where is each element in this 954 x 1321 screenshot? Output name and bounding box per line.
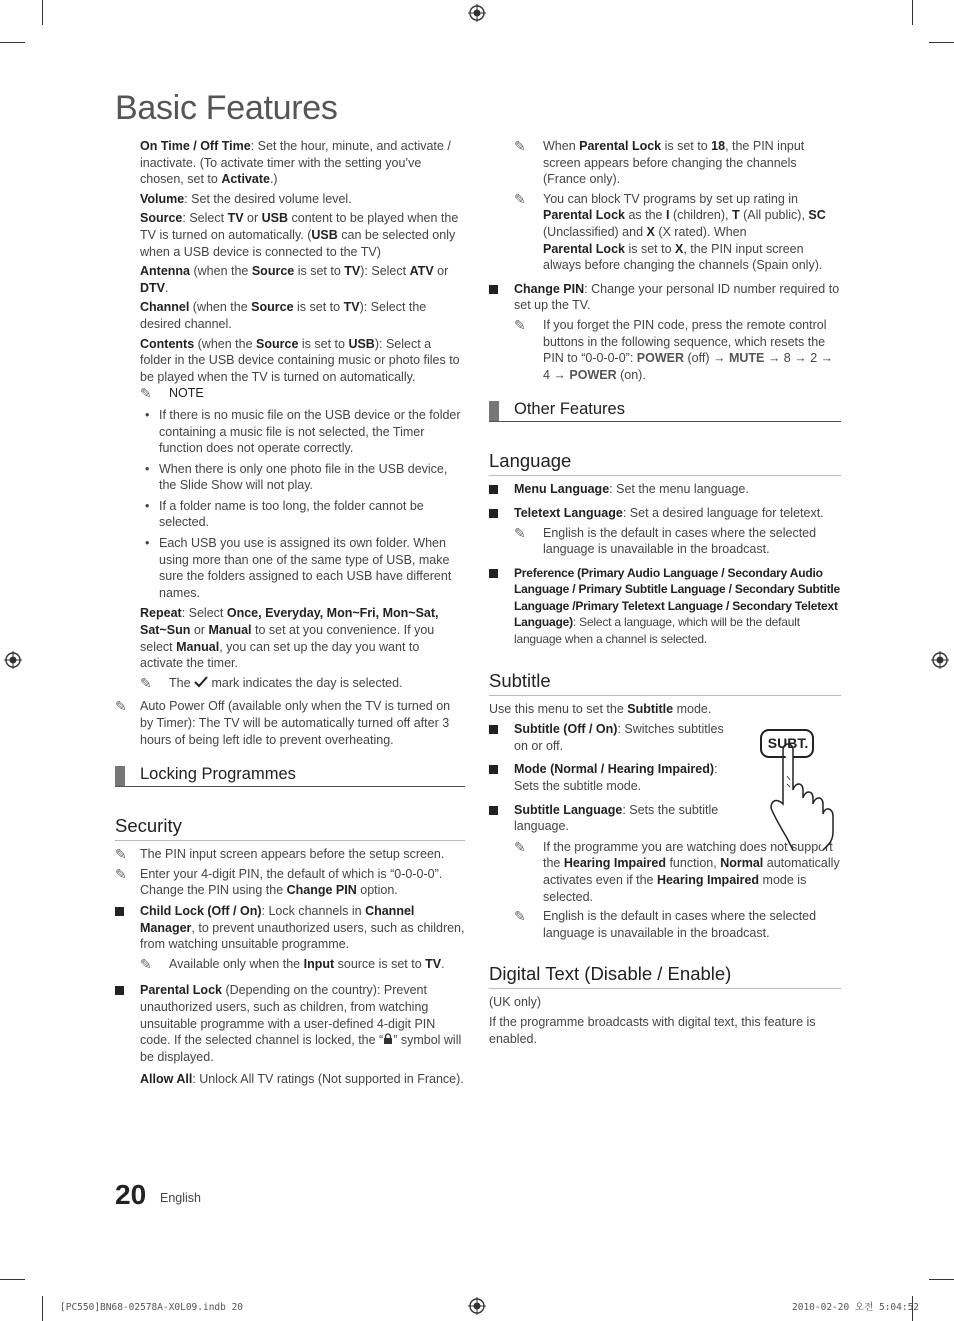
subtitle-heading: Subtitle: [489, 670, 841, 696]
volume-item: Volume: Set the desired volume level.: [140, 191, 352, 206]
parental-note: ✎ You can block TV programs by set up rating in Parental Lock as the I (children), T (All public), SC (Unclassified) and X (X rated). When Parental Lock is set to X, the PIN input screen always before changing the channels (Spain only).: [514, 190, 826, 273]
note-list: [115, 407, 465, 602]
note-pencil-icon: ✎: [140, 955, 152, 972]
footer-file-info: [PC550]BN68-02578A-X0L09.indb 20: [60, 1302, 244, 1313]
other-features-heading: Other Features: [489, 399, 841, 422]
note-pencil-icon: ✎: [115, 698, 127, 715]
repeat-item: Repeat: Select Once, Everyday, Mon~Fri, Mon~Sat, Sat~Sun or Manual to set at you convenience. If you select Manual, you can set up the day you want to activate the timer.: [140, 606, 439, 671]
right-column: [489, 138, 841, 1047]
crop-mark: [912, 0, 913, 25]
subtitle-mode-item: Mode (Normal / Hearing Impaired): Sets the subtitle mode.: [489, 761, 734, 794]
bullet-square-icon: [489, 725, 498, 734]
check-note: ✎ The mark indicates the day is selected.: [140, 674, 403, 691]
digital-text-desc: If the programme broadcasts with digital text, this feature is enabled.: [489, 1014, 816, 1046]
lock-icon: [383, 1033, 393, 1045]
list-item: • When there is only one photo file in the USB device, the Slide Show will not play.: [145, 461, 448, 493]
crop-mark: [42, 1296, 43, 1321]
digital-text-heading: Digital Text (Disable / Enable): [489, 963, 841, 989]
subtitle-intro: Use this menu to set the Subtitle mode.: [489, 701, 712, 716]
bullet-square-icon: [115, 907, 124, 916]
footer-timestamp: 2010-02-20 오전 5:04:52: [792, 1302, 920, 1313]
list-item: • If a folder name is too long, the folder cannot be selected.: [145, 498, 424, 530]
preference-item: Preference (Primary Audio Language / Secondary Audio Language / Primary Subtitle Language / Secondary Subtitle Language /Primary Teletext Language / Secondary Teletext Language): Select a language, which will be the default language when a channel is selected.: [489, 565, 841, 648]
contents-item: Contents (when the Source is set to USB): Select a folder in the USB device containing music or photo files to be played when the TV is turned on automatically.: [140, 336, 460, 384]
list-item: • If there is no music file on the USB device or the folder containing a music file is not selected, the Timer function does not operate correctly.: [145, 407, 461, 456]
crop-mark: [929, 1279, 954, 1280]
note-pencil-icon: ✎: [140, 674, 152, 691]
checkmark-icon: [194, 676, 208, 688]
bullet-square-icon: [489, 765, 498, 774]
note-pencil-icon: ✎: [514, 138, 526, 154]
note-pencil-icon: ✎: [514, 190, 526, 207]
on-time-item: On Time / Off Time: Set the hour, minute, and activate / inactivate. (To activate timer with the setting you’ve chosen, set to Activate.): [140, 139, 451, 187]
note-pencil-icon: ✎: [514, 316, 526, 333]
bullet-square-icon: [489, 569, 498, 578]
security-note: ✎ Enter your 4-digit PIN, the default of which is “0-0-0-0”. Change the PIN using the Change PIN option.: [115, 865, 443, 898]
parental-lock-item: Parental Lock (Depending on the country): Prevent unauthorized users, such as children, from watching unsuitable programme with a user-defined 4-digit PIN code. If the selected channel is locked, the “ ” symbol will be displayed.: [115, 982, 465, 1065]
note-pencil-icon: ✎: [514, 838, 526, 855]
subtitle-language-item: Subtitle Language: Sets the subtitle language.: [489, 802, 734, 835]
security-heading: Security: [115, 815, 465, 841]
section-bar: [489, 401, 499, 421]
parental-note: ✎ When Parental Lock is set to 18, the PIN input screen appears before changing the channels (France only).: [514, 138, 805, 187]
page-language: English: [160, 1191, 201, 1205]
note-pencil-icon: ✎: [115, 846, 127, 863]
subtitle-onoff-item: Subtitle (Off / On): Switches subtitles on or off.: [489, 721, 734, 754]
bullet-square-icon: [489, 509, 498, 518]
crop-mark: [42, 0, 43, 25]
note-pencil-icon: ✎: [514, 524, 526, 541]
left-column: [115, 138, 465, 1088]
section-bar: [115, 766, 125, 786]
registration-mark-icon: [931, 651, 949, 669]
note-pencil-icon: ✎: [514, 908, 526, 925]
subt-button-illustration: [757, 728, 843, 852]
registration-mark-icon: [468, 1297, 486, 1315]
auto-power-note: ✎ Auto Power Off (available only when the TV is turned on by Timer): The TV will be automatically turned off after 3 hours of being left idle to prevent overheating.: [115, 698, 451, 747]
crop-mark: [929, 42, 954, 43]
antenna-item: Antenna (when the Source is set to TV): Select ATV or DTV.: [140, 264, 449, 295]
bullet-square-icon: [489, 485, 498, 494]
english-default-note: ✎ English is the default in cases where the selected language is unavailable in the broadcast.: [514, 908, 817, 940]
note-heading: ✎ NOTE: [140, 385, 204, 402]
forget-pin-note: ✎ If you forget the PIN code, press the remote control buttons in the following sequence, which resets the PIN to “0-0-0-0”: POWER (off) → MUTE → 8 → 2 → 4 → POWER (on).: [514, 316, 834, 382]
hearing-impaired-note: ✎ If the programme you are watching does not support the Hearing Impaired function, Normal automatically activates even if the Hearing Impaired mode is selected.: [514, 838, 840, 904]
page-title: Basic Features: [115, 89, 338, 127]
crop-mark: [0, 1279, 25, 1280]
english-default-note: ✎ English is the default in cases where the selected language is unavailable in the broadcast.: [514, 524, 817, 557]
allow-all-item: Allow All: Unlock All TV ratings (Not supported in France).: [140, 1072, 464, 1087]
child-lock-item: Child Lock (Off / On): Lock channels in Channel Manager, to prevent unauthorized users, such as children, from watching unsuitable programme.: [115, 903, 465, 953]
registration-mark-icon: [4, 651, 22, 669]
menu-language-item: Menu Language: Set the menu language.: [489, 481, 841, 498]
uk-only: (UK only): [489, 995, 542, 1010]
page-number: 20: [115, 1179, 147, 1210]
teletext-language-item: Teletext Language: Set a desired language for teletext.: [489, 505, 841, 522]
available-note: ✎ Available only when the Input source is set to TV.: [140, 955, 445, 972]
list-item: • Each USB you use is assigned its own folder. When using more than one of the same type of USB, make sure the folders assigned to each USB have different names.: [145, 536, 452, 600]
change-pin-item: Change PIN: Change your personal ID number required to set up the TV.: [489, 281, 841, 314]
bullet-square-icon: [489, 806, 498, 815]
bullet-square-icon: [115, 986, 124, 995]
channel-item: Channel (when the Source is set to TV): Select the desired channel.: [140, 300, 427, 331]
note-pencil-icon: ✎: [140, 385, 152, 402]
bullet-square-icon: [489, 285, 498, 294]
source-item: Source: Select TV or USB content to be played when the TV is turned on automatically. (USB can be selected only when a USB device is connected to the TV): [140, 211, 459, 259]
subt-button: SUBT.: [767, 735, 809, 751]
registration-mark-icon: [468, 4, 486, 22]
crop-mark: [0, 42, 25, 43]
security-note: ✎ The PIN input screen appears before the setup screen.: [115, 846, 445, 863]
locking-programmes-heading: Locking Programmes: [115, 764, 465, 787]
note-pencil-icon: ✎: [115, 865, 127, 882]
language-heading: Language: [489, 450, 841, 476]
